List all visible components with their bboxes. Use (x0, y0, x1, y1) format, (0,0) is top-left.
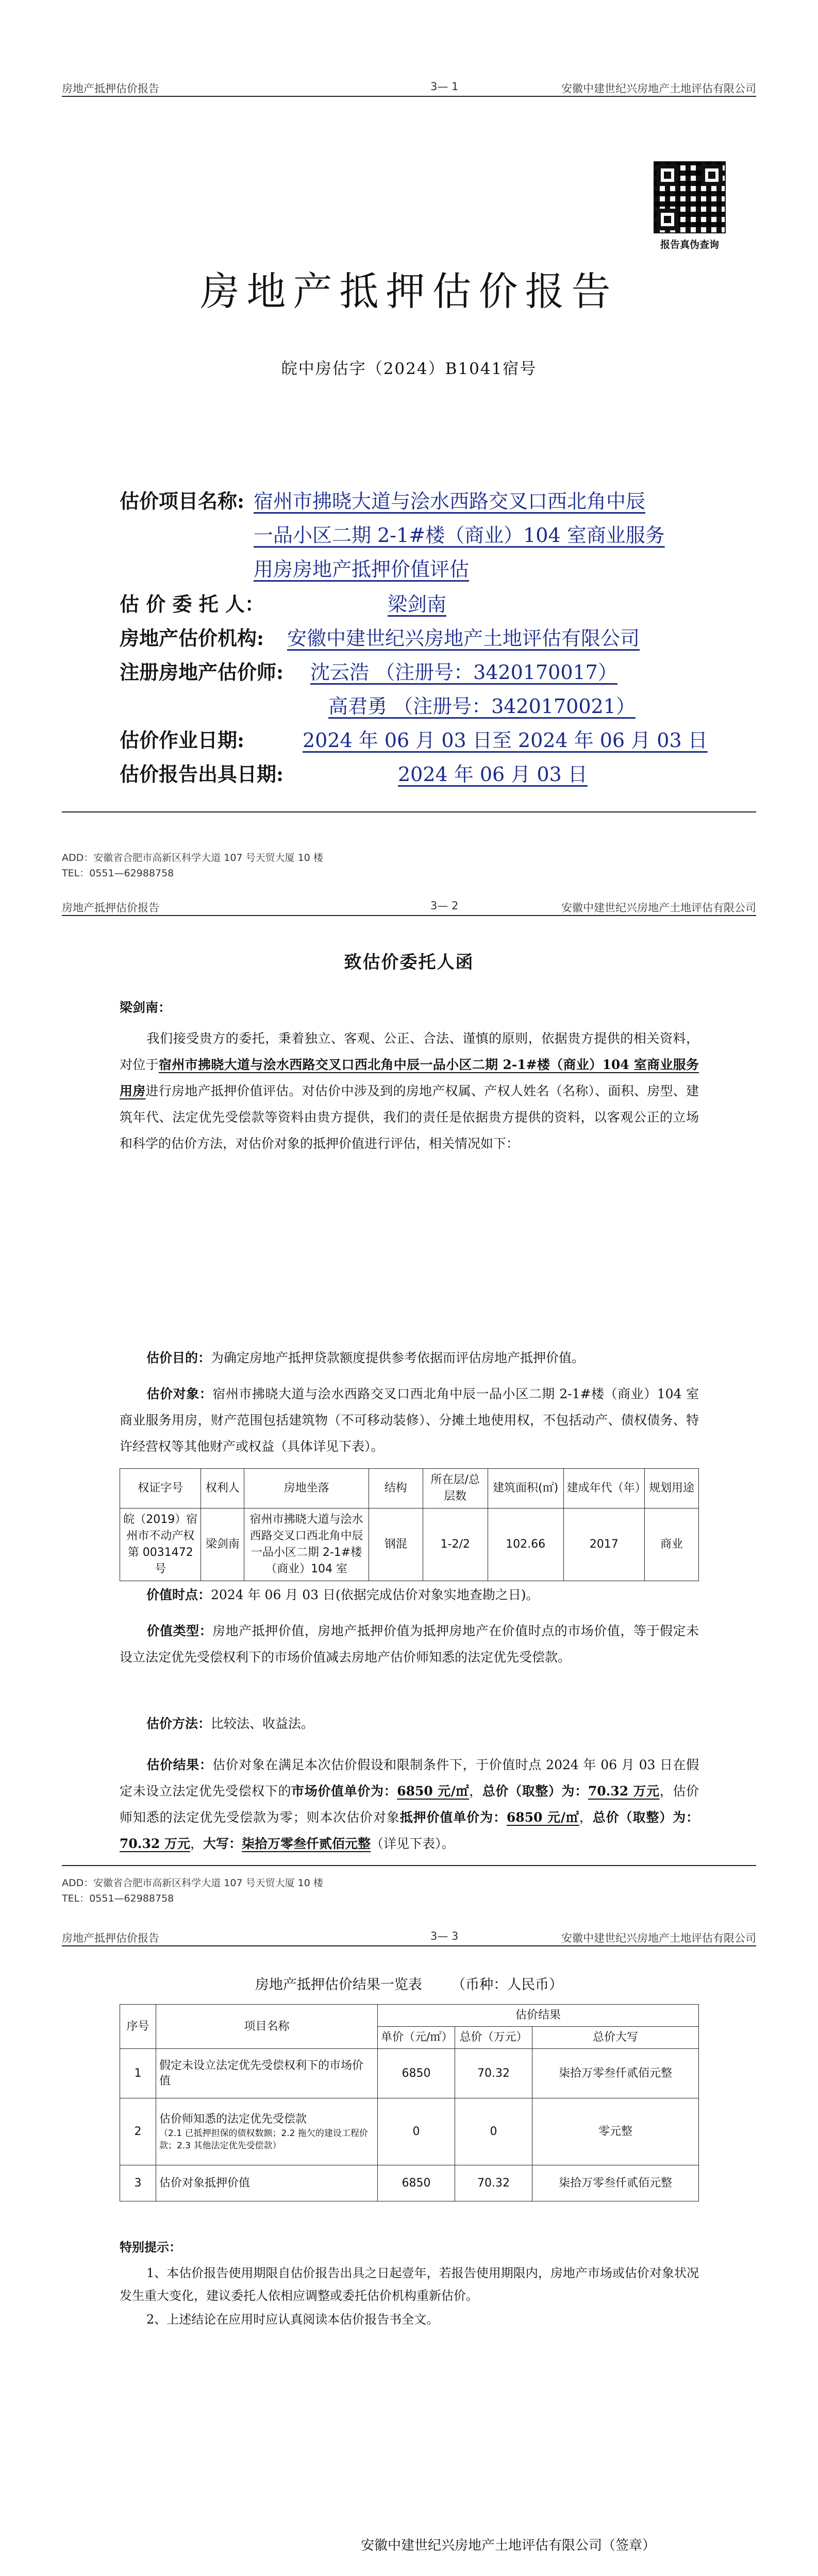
project-name-line1: 宿州市拂晓大道与浍水西路交叉口西北角中辰 (254, 490, 646, 513)
row-no: 2 (120, 2098, 156, 2165)
value-type-label: 价值类型： (146, 1623, 213, 1638)
object-text: 宿州市拂晓大道与浍水西路交叉口西北角中辰一品小区二期 2-1#楼（商业）104 室商业服务用房，财产范围包括建筑物（不可移动装修）、分摊土地使用权，不包括动产、债权债务、特许经营权等其他财产或权益（具体详见下表）。 (120, 1386, 699, 1454)
report-date-block (120, 757, 712, 791)
result-text-a: 估价对象在满足本次估价假设和限制条件下，于价值时点 2024 年 06 月 03 日在假定未设立法定优先受偿权下的 (120, 1757, 699, 1799)
value-type-text: 房地产抵押价值，房地产抵押价值为抵押房地产在价值时点的市场价值，等于假定未设立法定优先受偿权利下的市场价值减去房地产估价师知悉的法定优先受偿款。 (120, 1623, 699, 1665)
page-footer-text (62, 850, 756, 881)
client-label: 估 价 委 托 人： (120, 592, 264, 616)
col-item: 项目名称 (156, 2005, 378, 2049)
footer-tel: TEL：0551—62988758 (62, 1893, 174, 1904)
header-company: 安徽中建世纪兴房地产土地评估有限公司 (561, 902, 756, 914)
qr-caption: 报告真伪查询 (660, 239, 719, 250)
letter-salutation: 梁剑南： (120, 1000, 172, 1015)
cell-year: 2017 (563, 1509, 644, 1581)
header-left: 房地产抵押估价报告 (62, 902, 159, 914)
summary-table (120, 2004, 699, 2201)
page-footer (62, 811, 756, 825)
letter-title: 致估价委托人函 (344, 952, 474, 973)
row-total: 70.32 (455, 2049, 532, 2098)
table-row (120, 2098, 699, 2165)
para1-text-c: 进行房地产抵押价值评估。对估价中涉及到的房地产权属、产权人姓名（名称）、面积、房型、建筑年代、法定优先受偿款等资料由贵方提供，我们的责任是依据贵方提供的资料，以客观公正的立场和科学的估价方法，对估价对象的抵押价值进行评估，相关情况如下： (120, 1083, 699, 1151)
table-row (120, 2165, 699, 2201)
footer-address: ADD：安徽省合肥市高新区科学大道 107 号天贸大厦 10 楼 (62, 1877, 323, 1889)
col-location: 房地坐落 (244, 1469, 369, 1509)
method-text: 比较法、收益法。 (211, 1716, 314, 1731)
row-item-cell (156, 2098, 378, 2165)
report-date-label: 估价报告出具日期: (120, 762, 284, 786)
unit-price-label: 市场价值单价为： (291, 1784, 397, 1799)
method-para (120, 1710, 699, 1737)
page-header (62, 1927, 756, 1946)
appraiser-1: 沈云浩 （注册号：3420170017） (310, 661, 617, 684)
qr-code-icon[interactable] (654, 161, 726, 233)
value-date-text: 2024 年 06 月 03 日(依据完成估价对象实地查勘之日)。 (211, 1587, 539, 1602)
col-structure: 结构 (369, 1469, 423, 1509)
col-year: 建成年代（年） (563, 1469, 644, 1509)
footer-tel: TEL：0551—62988758 (62, 868, 174, 879)
header-company: 安徽中建世纪兴房地产土地评估有限公司 (561, 1932, 756, 1944)
header-page-number: 3— 1 (430, 80, 459, 93)
col-area: 建筑面积(㎡) (488, 1469, 563, 1509)
value-type-para (120, 1618, 699, 1670)
value-date-label: 价值时点： (146, 1587, 211, 1602)
property-table (120, 1468, 699, 1581)
result-para: 估价结果：估价对象在满足本次估价假设和限制条件下，于价值时点 2024 年 06 月 03 日在假定未设立法定优先受偿权下的市场价值单价为：6850 元/㎡，总价（取整）为：70.32 万元，估价师知悉的法定优先受偿款为零；则本次估价对象抵押价值单价为：6850 元/㎡，总价（取整）为：70.32 万元，大写：柒拾万零叁仟贰佰元整（详见下表）。 (120, 1757, 699, 1851)
appraiser-2: 高君勇 （注册号：3420170021） (328, 695, 636, 718)
para1-text-a: 我们接受贵方的委托，秉着独立、客观、公正、合法、谨慎的原则，依据贵方提供的相关资料，对位于 (120, 1031, 699, 1072)
org-label: 房地产估价机构: (120, 626, 264, 650)
cover-page (0, 0, 818, 825)
table-header-row (120, 1469, 699, 1509)
words-label: 大写： (203, 1836, 242, 1851)
page-footer (62, 1865, 756, 1906)
cell-floor: 1-2/2 (423, 1509, 488, 1581)
cell-cert: 皖（2019）宿州市不动产权第 0031472 号 (120, 1509, 201, 1581)
object-para (120, 1381, 699, 1460)
result-text-c: （详见下表）。 (371, 1836, 455, 1851)
letter-para1 (120, 1025, 699, 1157)
row-no: 3 (120, 2165, 156, 2201)
total-label: 总价（取整）为： (482, 1784, 588, 1799)
row-words: 柒拾万零叁仟贰佰元整 (532, 2165, 699, 2201)
summary-title-row (0, 1973, 818, 1993)
report-date: 2024 年 06 月 03 日 (398, 763, 588, 786)
result-label: 估价结果： (146, 1757, 213, 1772)
row-total: 0 (455, 2098, 532, 2165)
header-left: 房地产抵押估价报告 (62, 82, 159, 95)
project-name-line3: 用房房地产抵押价值评估 (254, 558, 470, 581)
appraiser-label: 注册房地产估价师: (120, 660, 284, 684)
summary-title: 房地产抵押估价结果一览表 (255, 1977, 422, 1993)
page-header (62, 77, 756, 97)
row-item: 假定未设立法定优先受偿权利下的市场价值 (156, 2049, 378, 2098)
header-page-number: 3— 3 (430, 1930, 459, 1942)
row-unit: 6850 (378, 2165, 455, 2201)
work-date-block (120, 723, 712, 757)
col-total: 总价（万元） (455, 2027, 532, 2049)
col-unit: 单价（元/㎡） (378, 2027, 455, 2049)
result-text-b: ，估价师知悉的法定优先受偿款为零；则本次估价对象 (120, 1784, 699, 1825)
work-date-label: 估价作业日期: (120, 728, 245, 752)
footer-address: ADD：安徽省合肥市高新区科学大道 107 号天贸大厦 10 楼 (62, 852, 323, 863)
col-use: 规划用途 (645, 1469, 699, 1509)
row-unit: 0 (378, 2098, 455, 2165)
report-title: 房地产抵押估价报告 (200, 268, 618, 314)
col-no: 序号 (120, 2005, 156, 2049)
purpose-label: 估价目的： (146, 1350, 211, 1365)
document-number: 皖中房估字（2024）B1041宿号 (281, 360, 537, 378)
row-item: 估价师知悉的法定优先受偿款 (159, 2112, 307, 2126)
cell-location: 宿州市拂晓大道与浍水西路交叉口西北角中辰一品小区二期 2-1#楼（商业）104 室 (244, 1509, 369, 1581)
org-block (120, 621, 712, 655)
row-no: 1 (120, 2049, 156, 2098)
cell-structure: 钢混 (369, 1509, 423, 1581)
header-page-number: 3— 2 (430, 900, 459, 912)
row-total: 70.32 (455, 2165, 532, 2201)
object-label: 估价对象： (146, 1386, 213, 1401)
org-name: 安徽中建世纪兴房地产土地评估有限公司 (287, 627, 640, 650)
project-name-line2: 一品小区二期 2-1#楼（商业）104 室商业服务 (254, 524, 665, 547)
purpose-para (120, 1345, 699, 1371)
col-result: 估价结果 (378, 2005, 699, 2027)
total-in-words: 柒拾万零叁仟贰佰元整 (242, 1836, 371, 1851)
row-words: 零元整 (532, 2098, 699, 2165)
row-item-sub: （2.1 已抵押担保的债权数额；2.2 拖欠的建设工程价款；2.3 其他法定优先受偿款） (159, 2128, 368, 2151)
note-2 (120, 2308, 699, 2331)
note-2-text: 2、上述结论在应用时应认真阅读本估价报告书全文。 (146, 2312, 439, 2327)
table-header-row (120, 2005, 699, 2027)
note-1-text: 1、本估价报告使用期限自估价报告出具之日起壹年，若报告使用期限内，房地产市场或估价对象状况发生重大变化，建议委托人依相应调整或委托估价机构重新估价。 (120, 2266, 699, 2303)
col-cert: 权证字号 (120, 1469, 201, 1509)
row-words: 柒拾万零叁仟贰佰元整 (532, 2049, 699, 2098)
para1-property: 宿州市拂晓大道与浍水西路交叉口西北角中辰一品小区二期 2-1#楼（商业）104 室商业服务用房 (120, 1057, 699, 1098)
page-header (62, 896, 756, 916)
note-1 (120, 2262, 699, 2307)
project-name-block (120, 484, 712, 587)
note-title: 特别提示： (120, 2240, 181, 2255)
appraiser-block (120, 655, 712, 723)
mortgage-unit-label: 抵押价值单价为： (399, 1810, 507, 1825)
summary-currency: （币种：人民币） (452, 1977, 563, 1993)
row-unit: 6850 (378, 2049, 455, 2098)
header-left: 房地产抵押估价报告 (62, 1932, 159, 1944)
cell-area: 102.66 (488, 1509, 563, 1581)
header-company: 安徽中建世纪兴房地产土地评估有限公司 (561, 82, 756, 95)
client-name: 梁剑南 (388, 593, 447, 616)
project-name-label: 估价项目名称: (120, 489, 245, 513)
cell-owner: 梁剑南 (201, 1509, 244, 1581)
value-date-para (120, 1582, 699, 1608)
table-row (120, 2049, 699, 2098)
row-item: 估价对象抵押价值 (156, 2165, 378, 2201)
col-floor: 所在层/总层数 (423, 1469, 488, 1509)
col-words: 总价大写 (532, 2027, 699, 2049)
total-price: 70.32 万元 (588, 1784, 660, 1799)
table-row (120, 1509, 699, 1581)
mortgage-unit-price: 6850 元/㎡ (506, 1810, 579, 1825)
mortgage-total-label: 总价（取整）为： (592, 1810, 699, 1825)
client-block (120, 587, 712, 621)
company-signature: 安徽中建世纪兴房地产土地评估有限公司（签章） (361, 2538, 656, 2553)
unit-price: 6850 元/㎡ (397, 1784, 470, 1799)
mortgage-total-price: 70.32 万元 (120, 1836, 190, 1851)
work-date: 2024 年 06 月 03 日至 2024 年 06 月 03 日 (303, 729, 708, 752)
cell-use: 商业 (645, 1509, 699, 1581)
col-owner: 权利人 (201, 1469, 244, 1509)
method-label: 估价方法： (146, 1716, 211, 1731)
purpose-text: 为确定房地产抵押贷款额度提供参考依据而评估房地产抵押价值。 (211, 1350, 585, 1365)
